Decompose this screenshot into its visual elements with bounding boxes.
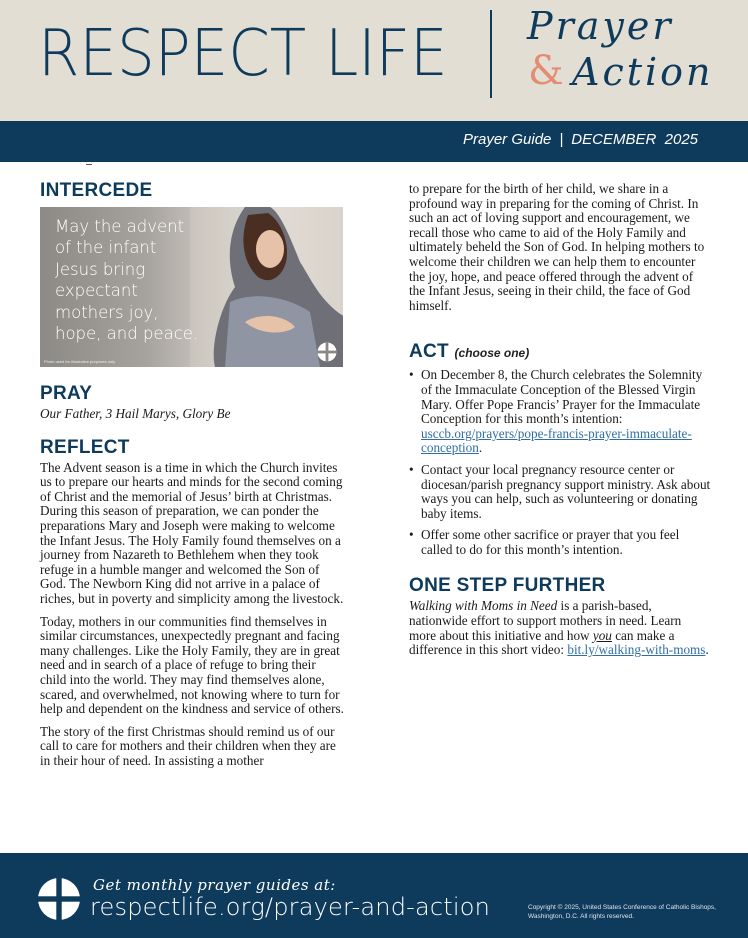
pray-heading: PRAY [40,383,93,404]
left-column [40,180,345,768]
footer [0,853,748,938]
act-item-1 [409,368,711,456]
script-ampersand: & [528,48,564,94]
cross-logo-icon [317,342,337,362]
hero-caption [55,216,225,344]
guide-bar [0,121,748,162]
act-heading-label: ACT [409,341,449,363]
guide-label: Prayer Guide [463,131,552,148]
footer-tagline: Get monthly prayer guides at: [93,876,336,894]
act-item-2: • Contact your local pregnancy resource center or diocesan/parish pregnancy support ministry. Ask about ways you can help, such as volunteering or donating baby items. [409,463,711,521]
guide-separator: | [559,131,564,148]
header-banner [0,0,748,121]
title-divider [490,10,492,98]
reflect-heading: REFLECT [40,436,130,458]
footer-url-link[interactable]: respectlife.org/prayer-and-action [90,893,491,921]
reflect-paragraph-3: The story of the first Christmas should remind us of our call to care for mothers and their children when they are in their hour of need. In assisting a mother [40,723,336,768]
cross-logo-icon [38,878,80,920]
caption-line: Jesus bring [55,259,146,279]
caption-line: May the advent [55,217,185,236]
further-text-a: is a parish-based, nationwide effort to support mothers in need. Learn more about this initiative and how [409,598,682,643]
further-text-b: can make a difference in this short video: [409,627,675,658]
reflect-paragraph-2: Today, mothers in our communities find themselves in similar circumstances, unexpectedly pregnant and facing many challenges. Like the Holy Family, they are in great need and in search of a place of refuge to bring their child into the world. They may find themselves alone, scared, and overwhelmed, not knowing where to turn for help and dependent on the kindness and service of others. [40,613,344,717]
act-heading [409,341,711,364]
act-subheading: (choose one) [454,346,530,361]
pray-text: Our Father, 3 Hail Marys, Glory Be [40,406,231,421]
further-heading: ONE STEP FURTHER [409,575,606,597]
copyright-notice: Copyright © 2025, United States Conference of Catholic Bishops, Washington, D.C. All rights reserved. [528,904,716,920]
caption-line: mothers joy, [55,302,159,322]
caption-line: of the infant [55,238,157,258]
further-end: . [705,642,709,658]
caption-line: hope, and peace. [55,324,199,344]
hero-image [40,207,343,367]
reflect-paragraph-1: The Advent season is a time in which the Church invites us to prepare our hearts and minds for the second coming of Christ and the memorial of Jesus’ birth at Christmas. During this season of preparation, we can ponder the preparations Mary and Joseph were making to welcome the Infant Jesus. The Holy Family found themselves on a journey from Nazareth to Bethlehem when they took refuge in a humble manger and welcomed the Son of God. The Newborn King did not arrive in a palace of riches, but in poverty and simplicity among the livestock. [40,459,344,606]
act-list [409,368,711,557]
act-item-3: • Offer some other sacrifice or prayer that you feel called to do for this month’s intention. [409,528,711,557]
script-action: Action [572,50,714,94]
further-text [409,599,711,657]
act-item-1-end: . [478,440,483,456]
reflect-paragraph-3-continued: to prepare for the birth of her child, we share in a profound way in preparing for the coming of Christ. In such an act of loving support and encouragement, we recall those who came to aid of the Holy Family and ultimately beheld the Son of God. In helping mothers to welcome their children we can help them to encounter the joy, hope, and peace offered through the advent of the Infant Jesus, seeing in their child, the face of God himself. [409,181,705,313]
guide-date: DECEMBER 2025 [571,131,698,148]
divider-dash [86,164,92,165]
page-title: RESPECT LIFE [38,17,448,91]
right-column [409,182,711,658]
image-credit: Photo used for illustrative purposes only. [44,359,116,364]
act-item-1-text: On December 8, the Church celebrates the Solemnity of the Immaculate Conception of the Blessed Virgin Mary. Offer Pope Francis’ Prayer for the Immaculate Conception for this month’s intention: [421,367,703,427]
intercede-heading: INTERCEDE [40,180,153,201]
guide-line [463,131,698,148]
further-you: you [592,627,612,643]
script-prayer: Prayer [527,4,674,48]
immaculate-conception-prayer-link[interactable]: usccb.org/prayers/pope-francis-prayer-immaculate-conception [421,425,692,456]
walking-with-moms-link[interactable]: bit.ly/walking-with-moms [567,642,706,658]
caption-line: expectant [55,281,138,301]
further-title: Walking with Moms in Need [409,598,558,614]
